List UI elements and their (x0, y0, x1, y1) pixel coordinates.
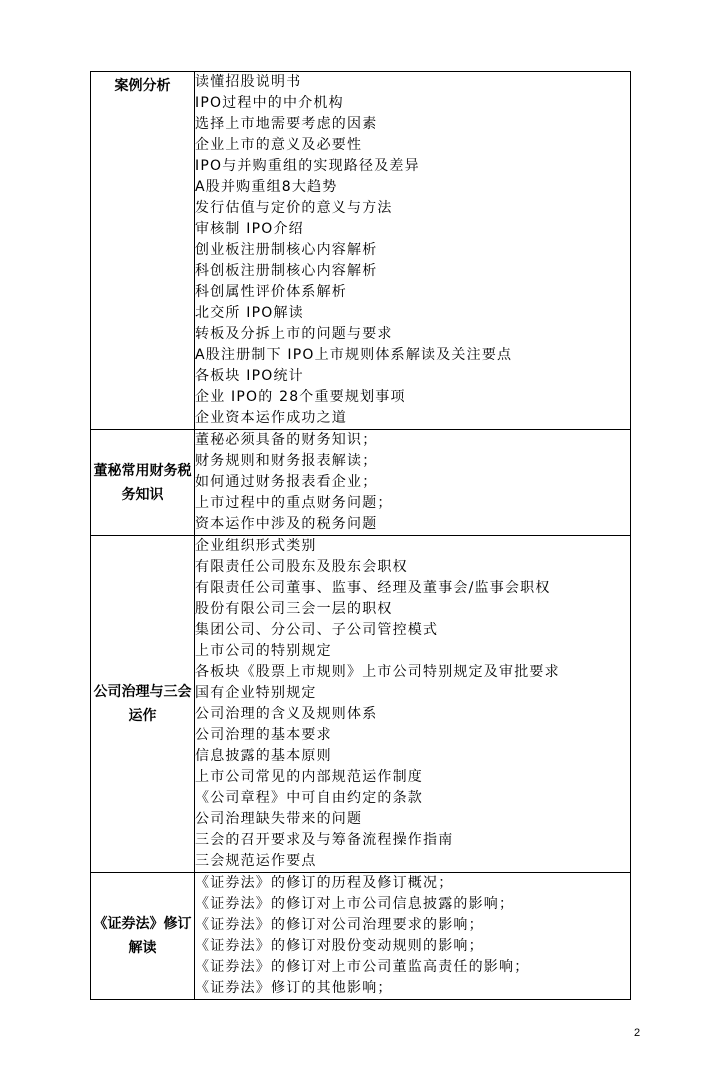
list-item: IPO与并购重组的实现路径及差异 (195, 158, 420, 174)
list-item: 《证券法》的修订的历程及修订概况； (195, 875, 454, 891)
list-item: 上市公司的特别规定 (195, 643, 332, 659)
list-item: 三会规范运作要点 (195, 853, 317, 869)
list-item: 企业资本运作成功之道 (195, 410, 347, 426)
list-item: 《证券法》的修订对公司治理要求的影响； (195, 917, 484, 933)
category-cell (91, 873, 195, 1000)
list-item: 资本运作中涉及的税务问题 (195, 516, 378, 532)
list-item: 信息披露的基本原则 (195, 748, 332, 764)
list-item: 公司治理缺失带来的问题 (195, 811, 363, 827)
list-item: 《证券法》的修订对上市公司信息披露的影响； (195, 896, 515, 912)
syllabus-table (90, 71, 631, 1000)
table-row (91, 72, 631, 430)
list-item: 各板块《股票上市规则》上市公司特别规定及审批要求 (195, 664, 560, 680)
list-item: 集团公司、分公司、子公司管控模式 (195, 622, 439, 638)
list-item: 科创板注册制核心内容解析 (195, 263, 378, 279)
items-cell (195, 873, 631, 1000)
list-item: 股份有限公司三会一层的职权 (195, 601, 393, 617)
list-item: 公司治理的基本要求 (195, 727, 332, 743)
list-item: 选择上市地需要考虑的因素 (195, 116, 378, 132)
list-item: 《证券法》的修订对上市公司董监高责任的影响； (195, 959, 530, 975)
category-title: 案例分析 (114, 78, 171, 94)
list-item: 董秘必须具备的财务知识； (195, 432, 378, 448)
page-number: 2 (634, 1027, 641, 1039)
list-item: 有限责任公司董事、监事、经理及董事会/监事会职权 (195, 580, 551, 596)
list-item: 上市过程中的重点财务问题； (195, 495, 393, 511)
list-item: 如何通过财务报表看企业； (195, 474, 378, 490)
category-cell (91, 536, 195, 873)
table-row (91, 536, 631, 873)
list-item: 审核制 IPO介绍 (195, 221, 304, 237)
list-item: 读懂招股说明书 (195, 74, 302, 90)
category-cell (91, 430, 195, 536)
list-item: A股注册制下 IPO上市规则体系解读及关注要点 (195, 347, 513, 363)
list-item: 公司治理的含义及规则体系 (195, 706, 378, 722)
table-row (91, 873, 631, 1000)
list-item: 企业组织形式类别 (195, 538, 317, 554)
category-cell (91, 72, 195, 430)
list-item: 企业 IPO的 28个重要规划事项 (195, 389, 406, 405)
list-item: 创业板注册制核心内容解析 (195, 242, 378, 258)
list-item: IPO过程中的中介机构 (195, 95, 344, 111)
table-row (91, 430, 631, 536)
category-title: 公司治理与三会运作 (93, 684, 192, 724)
list-item: 《证券法》修订的其他影响； (195, 980, 393, 996)
list-item: 《公司章程》中可自由约定的条款 (195, 790, 423, 806)
list-item: 科创属性评价体系解析 (195, 284, 347, 300)
list-item: 国有企业特别规定 (195, 685, 317, 701)
list-item: 有限责任公司股东及股东会职权 (195, 559, 408, 575)
items-cell (195, 536, 631, 873)
list-item: 财务规则和财务报表解读； (195, 453, 378, 469)
list-item: 发行估值与定价的意义与方法 (195, 200, 393, 216)
list-item: 企业上市的意义及必要性 (195, 137, 363, 153)
category-title: 《证券法》修订解读 (93, 916, 192, 956)
category-title: 董秘常用财务税务知识 (93, 462, 192, 503)
items-cell (195, 72, 631, 430)
list-item: 各板块 IPO统计 (195, 368, 304, 384)
list-item: A股并购重组8大趋势 (195, 179, 338, 195)
list-item: 上市公司常见的内部规范运作制度 (195, 769, 423, 785)
list-item: 北交所 IPO解读 (195, 305, 304, 321)
list-item: 《证券法》的修订对股份变动规则的影响； (195, 938, 484, 954)
items-cell (195, 430, 631, 536)
list-item: 转板及分拆上市的问题与要求 (195, 326, 393, 342)
list-item: 三会的召开要求及与筹备流程操作指南 (195, 832, 454, 848)
